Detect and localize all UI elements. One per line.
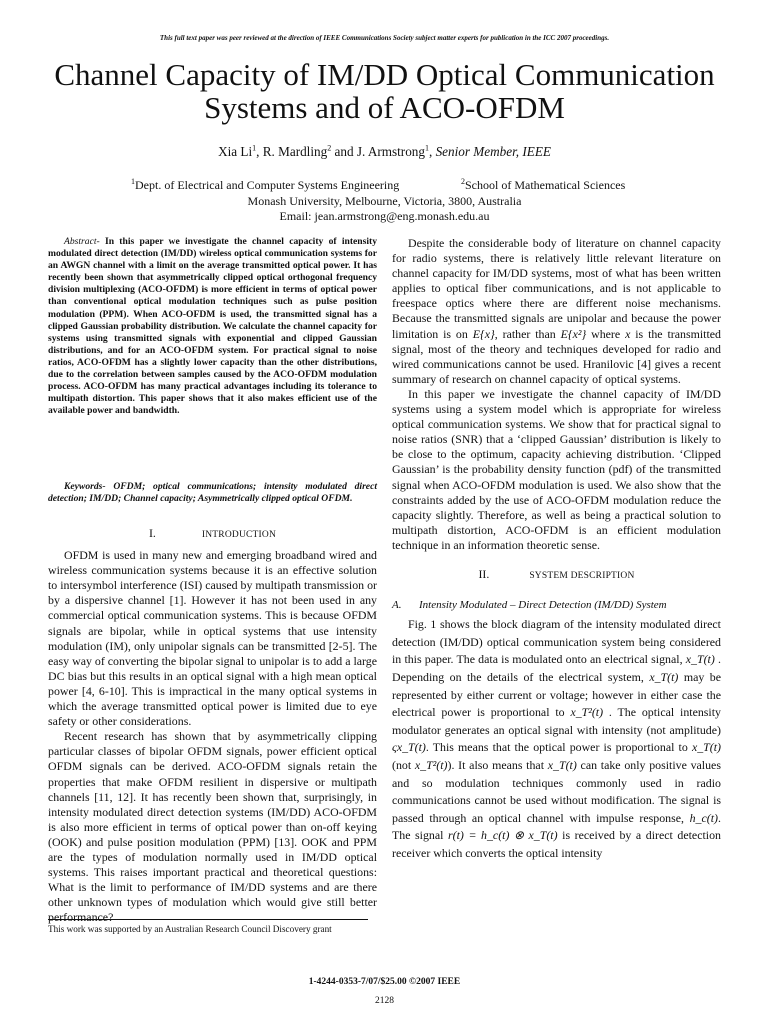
math-expression: x_T(t): [691, 740, 721, 755]
right-column: [392, 236, 721, 862]
isbn-line: 1-4244-0353-7/07/$25.00 ©2007 IEEE: [308, 977, 461, 987]
page-number: 2128: [375, 996, 394, 1006]
author-title: Senior Member, IEEE: [435, 144, 551, 159]
section-heading: [392, 567, 721, 584]
paper-title: [30, 58, 739, 124]
section-title: SYSTEM DESCRIPTION: [529, 570, 635, 581]
proceedings-notice: This full text paper was peer reviewed at the direction of IEEE Communications Society subject matter experts for publication in the ICC 2007 proceedings.: [159, 34, 610, 42]
math-expression: x_T²(t): [414, 757, 448, 772]
affiliation-address: Monash University, Melbourne, Victoria, 3800, Australia: [247, 193, 522, 208]
affiliation-1: $^1$Dept. of Electrical and Computer Systems Engineering: [131, 177, 400, 192]
author-list: Xia Li$^1$, R. Mardling$^2$ and J. Armstrong$^1$, Senior Member, IEEE: [218, 143, 551, 159]
keywords-text: OFDM; optical communications; intensity modulated direct detection; IM/DD; Channel capacity; Asymmetrically clipped optical OFDM.: [48, 481, 377, 505]
paragraph: OFDM is used in many new and emerging broadband wired and wireless communication systems because it is an effective solution to intersymbol interference (ISI) caused by multipath transmission or by a dispersive channel [1]. However it has not been used in any commercial optical communication systems. This is because OFDM signals are bipolar, while in optical systems that use intensity modulation (IM), only unipolar signals can be transmitted [2-5]. The easy way of converting the bipolar signal to unipolar is to add a large DC bias but this results in an optical signal with a high mean optical power [4, 6-10]. This is impractical in the many optical systems in which the average transmitted optical power is limited due to eye safety or other considerations.: [48, 548, 377, 729]
keywords: [48, 481, 377, 505]
math-expression: h_c(t): [689, 810, 719, 825]
math-expression: E{x²}: [560, 326, 587, 341]
author-affil-mark: 2: [327, 143, 332, 153]
intro-section: [48, 526, 377, 925]
author-name: R. Mardling: [262, 144, 328, 159]
section-heading: [48, 526, 377, 543]
math-expression: r(t) = h_c(t) ⊗ x_T(t): [448, 828, 558, 843]
abstract-text: In this paper we investigate the channel capacity of intensity modulated direct detection (IM/DD) wireless optical communication systems for an AWGN channel with a limit on the average transmitted optical power. It has recently been shown that asymmetrically clipped optical orthogonal frequency division multiplexing (ACO-OFDM) is more efficient in terms of optical power than conventional optical modulation techniques such as pulse position modulation (PPM). When ACO-OFDM is used, the transmitted signal has a clipped Gaussian probability distribution. We calculate the channel capacity for systems using transmitted signals with exponential and clipped Gaussian distributions, and for an ACO-OFDM system. For practical signal to noise ratios, ACO-OFDM has a slightly lower capacity than the other distributions, due to the correlation between samples caused by the ACO-OFDM modulation process. ACO-OFDM has many practical advantages including its tolerance to multipath distortion. This paper shows that it also makes efficient use of the available power and bandwidth.: [48, 236, 378, 417]
title-line-1: Channel Capacity of IM/DD Optical Communication: [54, 57, 715, 92]
math-expression: x: [625, 326, 631, 341]
paragraph: Recent research has shown that by asymmetrically clipping particular classes of bipolar OFDM signals, power efficient optical OFDM signals can be derived. ACO-OFDM signals retain the properties that make OFDM resilient in dispersive or multipath channels [11, 12]. It has recently been shown that, surprisingly, in intensity modulated direct detection systems (IM/DD) ACO-OFDM is also more efficient in terms of optical power than on-off keying (OOK) and pulse position modulation (PPM) [13]. OOK and PPM are the types of modulation normally used in IM/DD optical systems. This raises important practical and theoretical questions: What is the limit to performance of IM/DD systems and are there other unknown types of modulation which would give still better performance?: [48, 729, 377, 925]
title-line-2: Systems and of ACO-OFDM: [204, 90, 565, 125]
abstract: [48, 236, 377, 417]
section-number: II.: [478, 566, 490, 581]
math-expression: x_T(t): [649, 669, 679, 684]
paragraph: Fig. 1 shows the block diagram of the intensity modulated direct detection (IM/DD) optical communication system being considered in this paper. The data is modulated onto an electrical signal, x_T(t) . Depending on the details of the electrical system, x_T(t) may be represented by either current or voltage; however in either case the electrical power is proportional to x_T²(t) . The optical intensity modulator generates an optical signal with intensity (not amplitude) ςx_T(t). This means that the optical power is proportional to x_T(t) (not x_T²(t)). It also means that x_T(t) can take only positive values and so modulation techniques commonly used in radio communications cannot be used without modification. The signal is passed through an optical channel with impulse response, h_c(t). The signal r(t) = h_c(t) ⊗ x_T(t) is received by a direct detection receiver which converts the optical intensity: [392, 617, 721, 860]
affiliation-email: Email: jean.armstrong@eng.monash.edu.au: [279, 209, 490, 223]
affiliation-row: [0, 178, 769, 194]
affiliation-2: $^2$School of Mathematical Sciences: [461, 177, 626, 192]
subsection-title: Intensity Modulated – Direct Detection (IM/DD) System: [418, 599, 667, 612]
paragraph: Despite the considerable body of literature on channel capacity for radio systems, there is relatively little relevant literature on channel capacity for IM/DD systems, most of what has been written applies to optical fiber communications, and is not applicable to freespace optics where there are different noise mechanisms. Because the transmitted signals are unipolar and because the power limitation is on E{x}, rather than E{x²} where x is the transmitted signal, most of the theory and techniques developed for radio and wired communications cannot be used. Hranilovic [4] gives a recent summary of research on channel capacity of optical systems.: [392, 236, 721, 386]
subsection-letter: A.: [392, 599, 402, 612]
keywords-label: Keywords-: [64, 481, 106, 492]
section-title: INTRODUCTION: [201, 530, 277, 540]
author-name: Xia Li: [218, 144, 253, 159]
paragraph: In this paper we investigate the channel capacity of IM/DD systems using a system model which is appropriate for wireless optical communication systems. We show that for practical signal to noise ratios (SNR) that a ‘clipped Gaussian’ distribution is likely to be close to the optimum, capacity achieving distribution. ‘Clipped Gaussian’ is the probability density function (pdf) of the transmitted signal when ACO-OFDM modulation is used. We also show that the constraints added by the use of ACO-OFDM modulation reduce the capacity slightly. Therefore, as well as being a practical solution to multipath distortion, ACO-OFDM is an efficient modulation technique in an information theoretic sense.: [392, 386, 721, 552]
author-affil-mark: 1: [252, 143, 257, 153]
math-expression: x_T(t): [547, 757, 577, 772]
subsection-heading: [392, 598, 721, 613]
affiliations: [0, 178, 769, 225]
math-expression: x_T²(t): [570, 705, 604, 720]
section-number: I.: [148, 526, 156, 540]
math-expression: x_T(t): [685, 652, 715, 667]
math-expression: ςx_T(t): [392, 740, 426, 755]
footnote-rule: [48, 919, 368, 920]
author-affil-mark: 1: [424, 143, 429, 153]
footnote: This work was supported by an Australian Research Council Discovery grant: [48, 924, 332, 934]
math-expression: E{x}: [472, 326, 495, 341]
abstract-label: Abstract-: [64, 236, 100, 247]
author-name: and J. Armstrong: [334, 144, 425, 159]
